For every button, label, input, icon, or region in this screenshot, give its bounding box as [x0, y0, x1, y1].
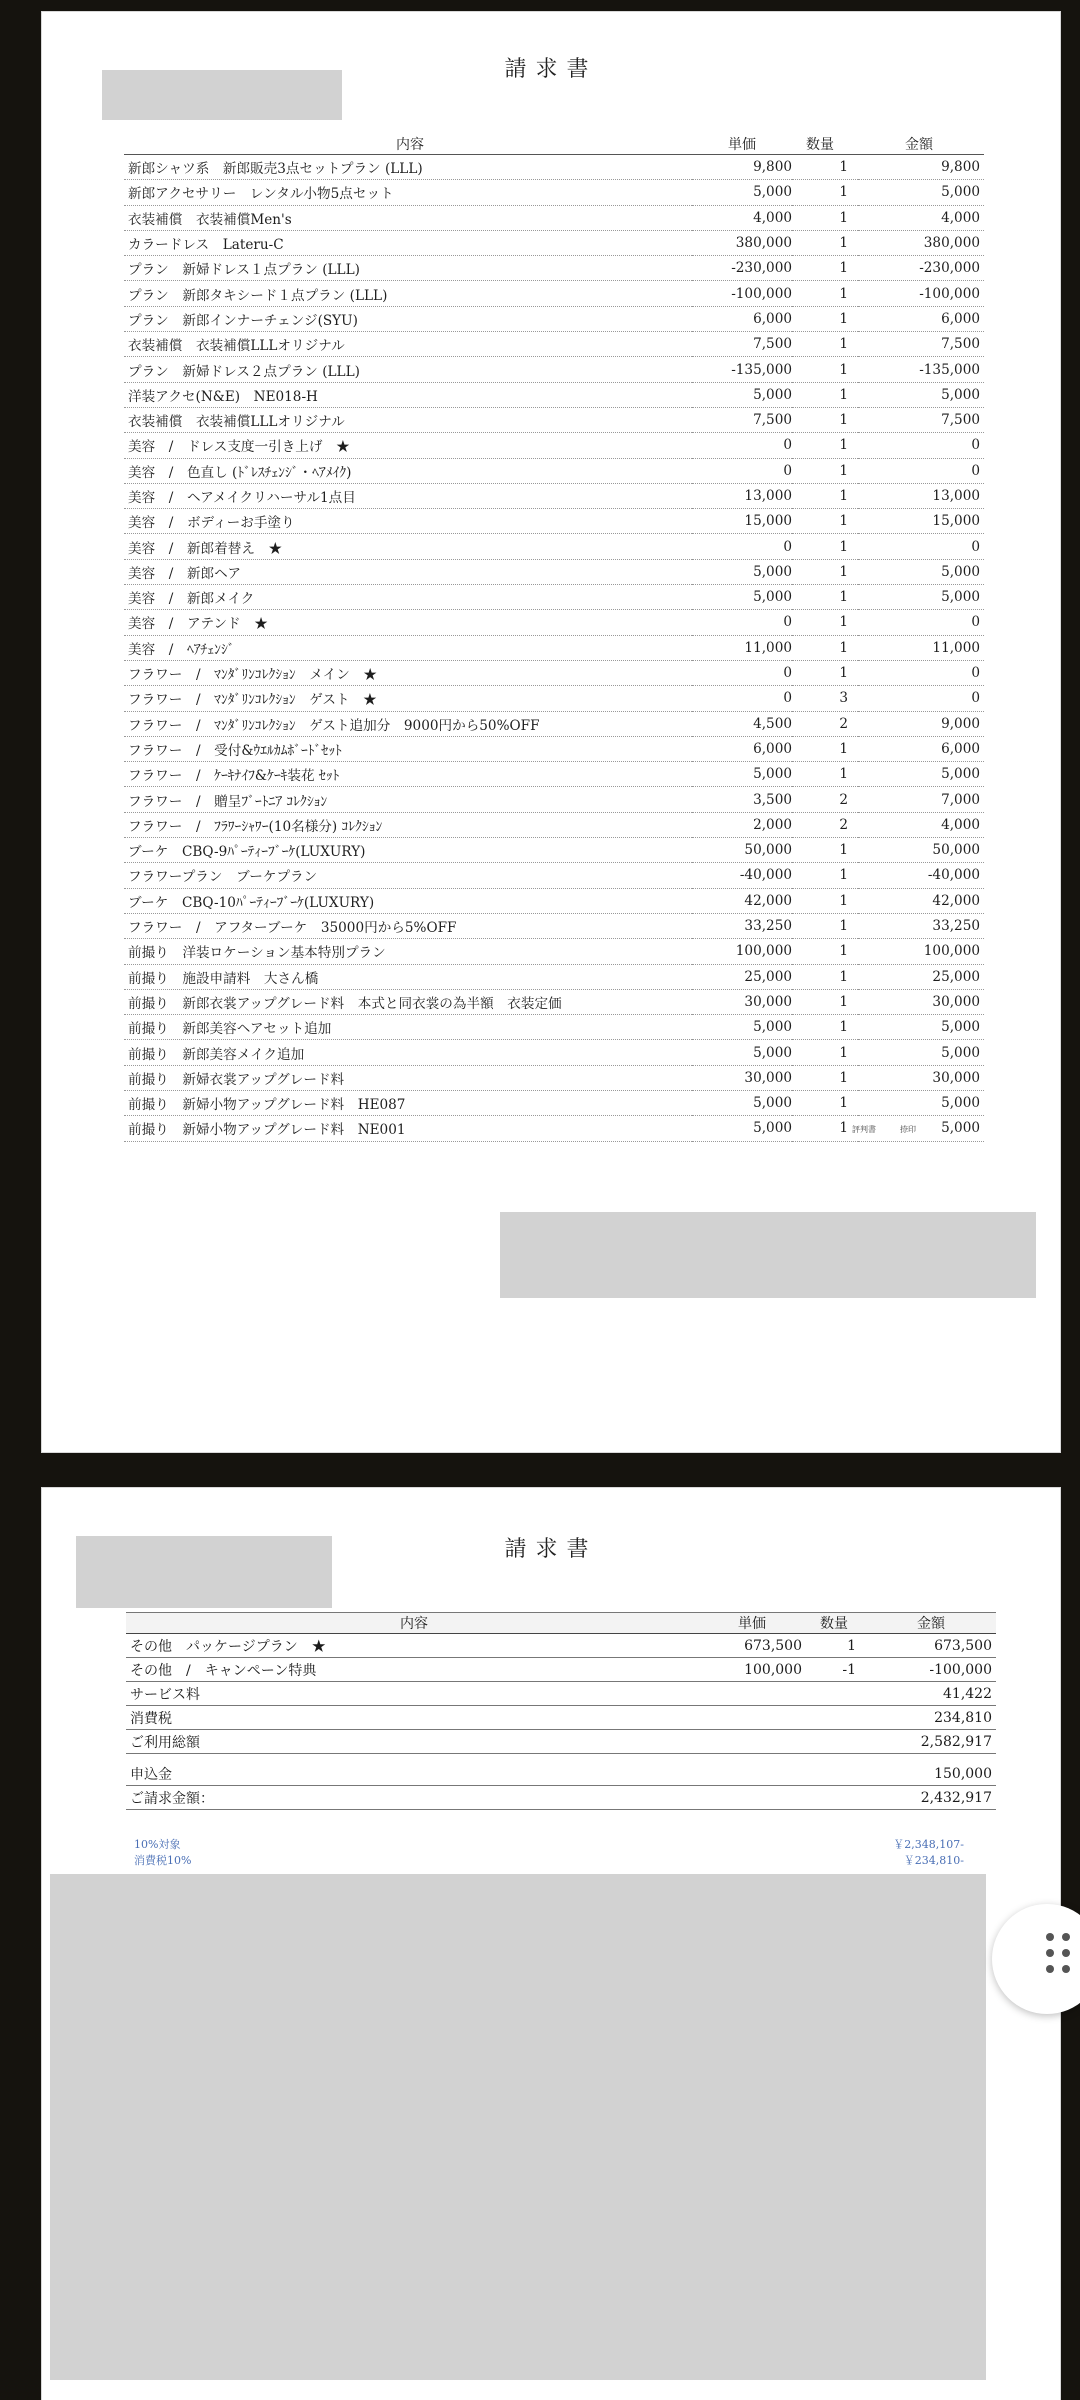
item-description: ブーケ CBQ-10ﾊﾟｰﾃｨｰﾌﾞｰｹ(LUXURY)	[124, 888, 692, 913]
table-row	[124, 989, 984, 1014]
item-description: 前撮り 洋装ロケーション基本特別プラン	[124, 939, 692, 964]
redacted-block	[102, 70, 342, 120]
item-description: 新郎アクセサリー レンタル小物5点セット	[124, 180, 692, 205]
item-unit-price: -230,000	[692, 256, 792, 281]
item-quantity: 1	[792, 939, 858, 964]
table-header-row	[124, 134, 984, 155]
item-quantity: 2	[792, 711, 858, 736]
item-quantity: 1	[792, 559, 858, 584]
item-amount: 100,000	[858, 939, 984, 964]
table-row	[126, 1634, 996, 1658]
item-description: 美容 / ﾍｱﾁｪﾝｼﾞ	[124, 635, 692, 660]
item-unit-price: 4,500	[692, 711, 792, 736]
item-quantity: 1	[792, 635, 858, 660]
header-desc: 内容	[126, 1613, 702, 1634]
item-description: その他 / キャンペーン特典	[126, 1658, 702, 1682]
redacted-block	[500, 1212, 1036, 1298]
item-amount: 9,000	[858, 711, 984, 736]
tax-label: 10%対象	[134, 1838, 181, 1851]
item-description: フラワー / ﾌﾗﾜｰｼｬﾜｰ(10名様分) ｺﾚｸｼｮﾝ	[124, 812, 692, 837]
item-unit-price: 5,000	[692, 559, 792, 584]
item-quantity: 1	[792, 1116, 858, 1141]
item-amount: 5,000	[858, 762, 984, 787]
item-unit-price: 30,000	[692, 989, 792, 1014]
tax-row	[134, 1836, 964, 1852]
spacer-cell	[126, 1754, 996, 1763]
table-row	[124, 610, 984, 635]
item-unit-price: 5,000	[692, 382, 792, 407]
total-label: サービス料	[126, 1682, 866, 1706]
table-row	[124, 407, 984, 432]
total-label: ご請求金額：	[126, 1786, 866, 1810]
item-quantity: 1	[792, 863, 858, 888]
item-description: フラワー / 贈呈ﾌﾞｰﾄﾆｱ ｺﾚｸｼｮﾝ	[124, 787, 692, 812]
item-description: フラワー / 受付&ｳｴﾙｶﾑﾎﾞｰﾄﾞｾｯﾄ	[124, 736, 692, 761]
item-unit-price: 673,500	[702, 1634, 802, 1658]
item-unit-price: 7,500	[692, 407, 792, 432]
header-price: 単価	[692, 134, 792, 155]
item-description: 新郎シャツ系 新郎販売3点セットプラン (LLL)	[124, 155, 692, 180]
item-description: 前撮り 新郎美容メイク追加	[124, 1040, 692, 1065]
item-quantity: 1	[792, 332, 858, 357]
item-description: プラン 新郎タキシード１点プラン (LLL)	[124, 281, 692, 306]
table-row	[124, 863, 984, 888]
item-amount: 13,000	[858, 483, 984, 508]
item-unit-price: 380,000	[692, 230, 792, 255]
item-unit-price: 5,000	[692, 180, 792, 205]
tax-breakdown	[134, 1836, 964, 1868]
item-amount: -230,000	[858, 256, 984, 281]
item-amount: 380,000	[858, 230, 984, 255]
item-unit-price: 7,500	[692, 332, 792, 357]
item-amount: 0	[858, 686, 984, 711]
table-row	[124, 635, 984, 660]
item-quantity: 1	[792, 1015, 858, 1040]
item-description: カラードレス Lateru-C	[124, 230, 692, 255]
tax-amount: ￥234,810-	[903, 1854, 964, 1867]
item-description: 美容 / ボディーお手塗り	[124, 509, 692, 534]
table-row	[124, 939, 984, 964]
table-row	[124, 762, 984, 787]
item-amount: 7,500	[858, 332, 984, 357]
item-unit-price: -135,000	[692, 357, 792, 382]
item-amount: 11,000	[858, 635, 984, 660]
table-header-row	[126, 1613, 996, 1634]
table-row	[124, 458, 984, 483]
item-description: 洋装アクセ(N&E) NE018-H	[124, 382, 692, 407]
item-quantity: 1	[792, 205, 858, 230]
item-description: プラン 新郎インナーチェンジ(SYU)	[124, 306, 692, 331]
header-amount: 金額	[866, 1613, 996, 1634]
table-row	[124, 205, 984, 230]
item-unit-price: 42,000	[692, 888, 792, 913]
item-description: 前撮り 新郎衣裳アップグレード料 本式と同衣裳の為半額 衣装定価	[124, 989, 692, 1014]
table-row	[124, 686, 984, 711]
item-description: 美容 / 新郎ヘア	[124, 559, 692, 584]
table-row	[124, 256, 984, 281]
item-unit-price: 5,000	[692, 1015, 792, 1040]
invoice-title: 請求書	[504, 57, 598, 82]
item-unit-price: 25,000	[692, 964, 792, 989]
header-amount: 金額	[858, 134, 984, 155]
item-amount: -100,000	[866, 1658, 996, 1682]
item-unit-price: 9,800	[692, 155, 792, 180]
table-row	[124, 509, 984, 534]
table-row	[124, 559, 984, 584]
payment-row	[126, 1762, 996, 1786]
spacer-row	[126, 1754, 996, 1763]
item-quantity: 1	[792, 509, 858, 534]
table-row	[124, 483, 984, 508]
item-description: 衣装補償 衣装補償Men's	[124, 205, 692, 230]
item-quantity: 1	[792, 306, 858, 331]
item-description: 美容 / アテンド ★	[124, 610, 692, 635]
item-unit-price: -100,000	[692, 281, 792, 306]
item-quantity: 1	[792, 458, 858, 483]
total-label: 申込金	[126, 1762, 866, 1786]
invoice-page-1	[42, 12, 1060, 1452]
payment-row	[126, 1786, 996, 1810]
item-amount: 4,000	[858, 205, 984, 230]
item-unit-price: 4,000	[692, 205, 792, 230]
item-quantity: 1	[792, 1065, 858, 1090]
table-row	[124, 433, 984, 458]
item-quantity: 3	[792, 686, 858, 711]
item-quantity: 1	[792, 534, 858, 559]
item-description: 前撮り 新郎美容ヘアセット追加	[124, 1015, 692, 1040]
item-quantity: 1	[792, 838, 858, 863]
item-amount: 9,800	[858, 155, 984, 180]
item-amount: 7,000	[858, 787, 984, 812]
item-amount: 0	[858, 433, 984, 458]
item-unit-price: 11,000	[692, 635, 792, 660]
total-label: 消費税	[126, 1706, 866, 1730]
item-description: 前撮り 新婦小物アップグレード料 NE001	[124, 1116, 692, 1141]
item-unit-price: 50,000	[692, 838, 792, 863]
item-unit-price: 5,000	[692, 1116, 792, 1141]
item-amount: 25,000	[858, 964, 984, 989]
item-quantity: 1	[792, 660, 858, 685]
item-quantity: 1	[792, 180, 858, 205]
item-unit-price: 5,000	[692, 1040, 792, 1065]
item-quantity: 1	[792, 913, 858, 938]
item-quantity: 1	[792, 382, 858, 407]
table-row	[124, 306, 984, 331]
item-unit-price: 13,000	[692, 483, 792, 508]
table-row	[124, 964, 984, 989]
item-quantity: 1	[792, 610, 858, 635]
table-row	[124, 332, 984, 357]
item-quantity: 1	[792, 888, 858, 913]
summary-table	[126, 1612, 996, 1810]
item-unit-price: 0	[692, 534, 792, 559]
tax-amount: ￥2,348,107-	[893, 1838, 964, 1851]
total-label: ご利用総額	[126, 1730, 866, 1754]
total-amount: 2,582,917	[866, 1730, 996, 1754]
item-description: 美容 / 新郎メイク	[124, 585, 692, 610]
table-row	[124, 534, 984, 559]
item-unit-price: 100,000	[702, 1658, 802, 1682]
stamp-label: 評判書 捺印	[852, 1125, 916, 1134]
item-amount: 6,000	[858, 306, 984, 331]
table-row	[124, 357, 984, 382]
item-quantity: -1	[802, 1658, 866, 1682]
table-row	[124, 888, 984, 913]
item-amount: 5,000	[858, 1040, 984, 1065]
item-amount: 0	[858, 534, 984, 559]
item-description: ブーケ CBQ-9ﾊﾟｰﾃｨｰﾌﾞｰｹ(LUXURY)	[124, 838, 692, 863]
item-amount: 0	[858, 458, 984, 483]
item-quantity: 1	[792, 407, 858, 432]
table-row	[124, 1015, 984, 1040]
item-amount: 15,000	[858, 509, 984, 534]
item-unit-price: -40,000	[692, 863, 792, 888]
item-description: フラワープラン ブーケプラン	[124, 863, 692, 888]
table-row	[124, 1065, 984, 1090]
item-amount: 7,500	[858, 407, 984, 432]
item-quantity: 2	[792, 787, 858, 812]
table-row	[124, 382, 984, 407]
item-amount: 5,000	[858, 1090, 984, 1115]
invoice-title: 請求書	[504, 1537, 598, 1562]
total-amount: 234,810	[866, 1706, 996, 1730]
item-amount: 5,000	[858, 382, 984, 407]
table-row	[124, 838, 984, 863]
item-quantity: 2	[792, 812, 858, 837]
header-desc: 内容	[124, 134, 692, 155]
total-amount: 41,422	[866, 1682, 996, 1706]
table-row	[124, 812, 984, 837]
table-row	[124, 180, 984, 205]
item-description: フラワー / ﾏﾝﾀﾞﾘﾝｺﾚｸｼｮﾝ メイン ★	[124, 660, 692, 685]
item-quantity: 1	[792, 989, 858, 1014]
item-unit-price: 5,000	[692, 585, 792, 610]
tax-label: 消費税10%	[134, 1854, 192, 1867]
redacted-block	[76, 1536, 332, 1608]
item-description: 美容 / 新郎着替え ★	[124, 534, 692, 559]
item-amount: 4,000	[858, 812, 984, 837]
item-quantity: 1	[792, 433, 858, 458]
item-amount: 5,000	[858, 1015, 984, 1040]
total-amount: 150,000	[866, 1762, 996, 1786]
item-quantity: 1	[792, 964, 858, 989]
table-row	[124, 230, 984, 255]
total-amount: 2,432,917	[866, 1786, 996, 1810]
item-description: 前撮り 新婦小物アップグレード料 HE087	[124, 1090, 692, 1115]
total-row	[126, 1706, 996, 1730]
header-qty: 数量	[792, 134, 858, 155]
item-unit-price: 3,500	[692, 787, 792, 812]
item-amount: 0	[858, 660, 984, 685]
item-quantity: 1	[792, 230, 858, 255]
item-unit-price: 0	[692, 610, 792, 635]
invoice-page-2	[42, 1488, 1060, 2400]
total-row	[126, 1730, 996, 1754]
item-description: 美容 / 色直し (ﾄﾞﾚｽﾁｪﾝｼﾞ・ﾍｱﾒｲｸ)	[124, 458, 692, 483]
item-quantity: 1	[792, 736, 858, 761]
item-amount: 5,000	[858, 585, 984, 610]
item-description: その他 パッケージプラン ★	[126, 1634, 702, 1658]
table-row	[124, 585, 984, 610]
table-row	[124, 913, 984, 938]
item-amount: 673,500	[866, 1634, 996, 1658]
item-description: フラワー / ﾏﾝﾀﾞﾘﾝｺﾚｸｼｮﾝ ゲスト ★	[124, 686, 692, 711]
item-unit-price: 15,000	[692, 509, 792, 534]
item-amount: 0	[858, 610, 984, 635]
item-description: 衣装補償 衣装補償LLLオリジナル	[124, 332, 692, 357]
item-description: 前撮り 新婦衣裳アップグレード料	[124, 1065, 692, 1090]
item-unit-price: 0	[692, 686, 792, 711]
redacted-block	[50, 1874, 986, 2380]
item-unit-price: 6,000	[692, 736, 792, 761]
table-row	[124, 787, 984, 812]
header-price: 単価	[702, 1613, 802, 1634]
item-amount: 33,250	[858, 913, 984, 938]
line-items-table	[124, 134, 984, 1142]
item-quantity: 1	[792, 483, 858, 508]
item-description: 前撮り 施設申請料 大さん橋	[124, 964, 692, 989]
item-amount: 30,000	[858, 989, 984, 1014]
item-quantity: 1	[802, 1634, 866, 1658]
item-unit-price: 5,000	[692, 762, 792, 787]
item-unit-price: 33,250	[692, 913, 792, 938]
item-amount: 6,000	[858, 736, 984, 761]
item-quantity: 1	[792, 357, 858, 382]
table-row	[126, 1658, 996, 1682]
item-amount: -40,000	[858, 863, 984, 888]
item-amount: 50,000	[858, 838, 984, 863]
item-unit-price: 0	[692, 458, 792, 483]
tax-row	[134, 1852, 964, 1868]
item-unit-price: 0	[692, 433, 792, 458]
item-quantity: 1	[792, 256, 858, 281]
item-description: フラワー / アフターブーケ 35000円から5%OFF	[124, 913, 692, 938]
item-description: 衣装補償 衣装補償LLLオリジナル	[124, 407, 692, 432]
item-quantity: 1	[792, 281, 858, 306]
item-description: プラン 新婦ドレス１点プラン (LLL)	[124, 256, 692, 281]
item-description: プラン 新婦ドレス２点プラン (LLL)	[124, 357, 692, 382]
item-description: フラワー / ｹｰｷﾅｲﾌ&ｹｰｷ装花 ｾｯﾄ	[124, 762, 692, 787]
table-row	[124, 155, 984, 180]
table-row	[124, 1040, 984, 1065]
item-amount: 5,000	[858, 559, 984, 584]
total-row	[126, 1682, 996, 1706]
item-amount: -135,000	[858, 357, 984, 382]
item-quantity: 1	[792, 155, 858, 180]
item-unit-price: 30,000	[692, 1065, 792, 1090]
item-amount: -100,000	[858, 281, 984, 306]
header-qty: 数量	[802, 1613, 866, 1634]
item-quantity: 1	[792, 762, 858, 787]
item-unit-price: 2,000	[692, 812, 792, 837]
item-quantity: 1	[792, 585, 858, 610]
table-row	[124, 736, 984, 761]
table-row	[124, 711, 984, 736]
item-amount: 5,000	[858, 180, 984, 205]
item-amount: 42,000	[858, 888, 984, 913]
table-row	[124, 281, 984, 306]
item-unit-price: 0	[692, 660, 792, 685]
table-row	[124, 660, 984, 685]
item-quantity: 1	[792, 1040, 858, 1065]
item-quantity: 1	[792, 1090, 858, 1115]
item-unit-price: 100,000	[692, 939, 792, 964]
item-description: 美容 / ヘアメイクリハーサル1点目	[124, 483, 692, 508]
item-unit-price: 6,000	[692, 306, 792, 331]
item-amount: 5,000	[858, 1116, 984, 1141]
item-description: フラワー / ﾏﾝﾀﾞﾘﾝｺﾚｸｼｮﾝ ゲスト追加分 9000円から50%OFF	[124, 711, 692, 736]
item-unit-price: 5,000	[692, 1090, 792, 1115]
item-description: 美容 / ドレス支度一引き上げ ★	[124, 433, 692, 458]
table-row	[124, 1090, 984, 1115]
item-amount: 30,000	[858, 1065, 984, 1090]
